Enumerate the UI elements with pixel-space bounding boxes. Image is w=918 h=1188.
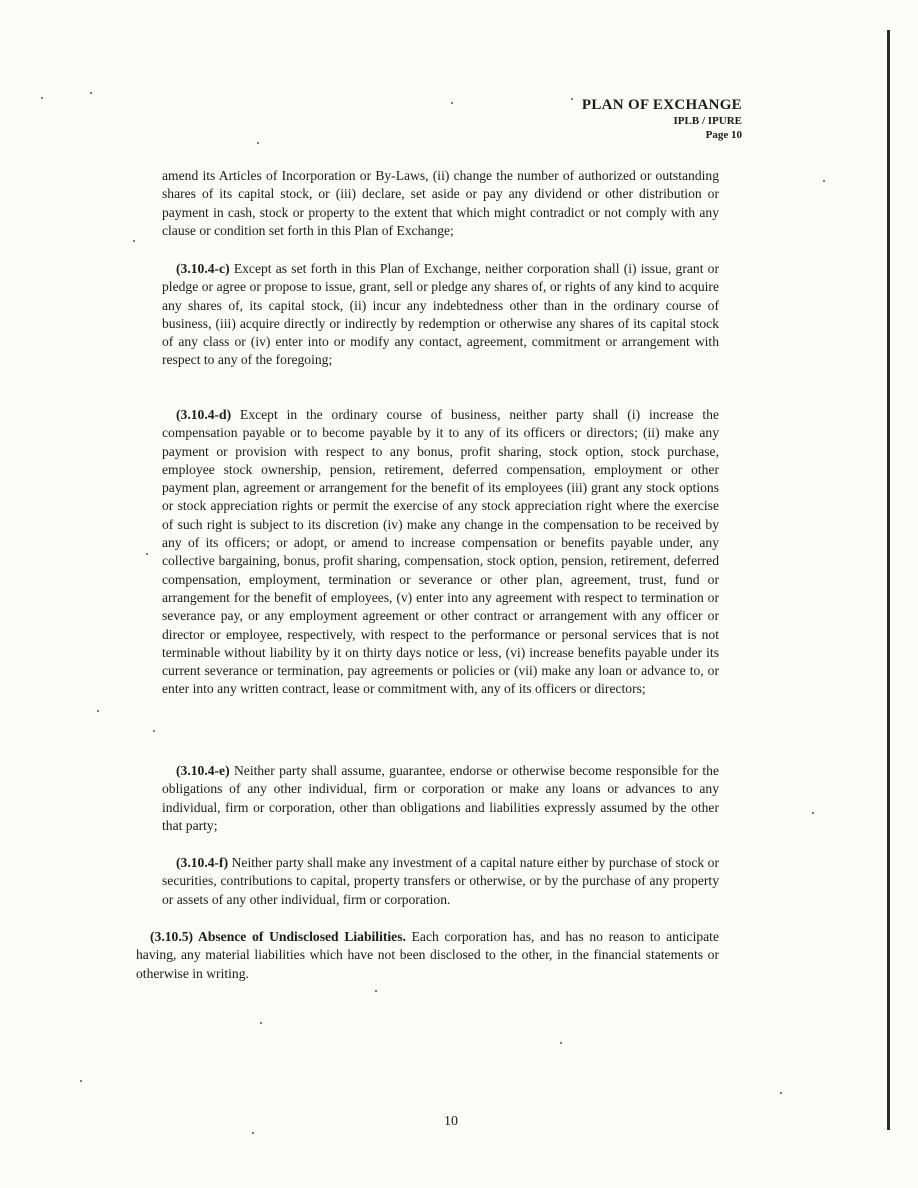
section-label: (3.10.5) Absence of Undisclosed Liabilities. (150, 929, 406, 944)
scan-speck (146, 553, 148, 555)
scan-speck (571, 98, 573, 100)
section-label: (3.10.4-e) (176, 763, 230, 778)
scan-speck (80, 1080, 82, 1082)
document-subtitle: IPLB / IPURE (673, 114, 742, 127)
paragraph-3-10-5 (136, 928, 719, 983)
paragraph-3-10-4-c (162, 260, 719, 370)
section-label: (3.10.4-f) (176, 855, 229, 870)
paragraph-text: amend its Articles of Incorporation or By-Laws, (ii) change the number of authorized or outstanding shares of its capital stock, or (iii) declare, set aside or pay any dividend or other distribution or payment in cash, stock or property to the extent that which might contradict or not comply with any clause or condition set forth in this Plan of Exchange; (162, 168, 719, 238)
scan-speck (260, 1022, 262, 1024)
scan-speck (97, 710, 99, 712)
scan-speck (823, 180, 825, 182)
paragraph-text: Except in the ordinary course of business, neither party shall (i) increase the compensation payable or to become payable by it to any of its officers or directors; (ii) make any payment or provision with respect to any bonus, profit sharing, stock option, stock purchase, employee stock ownership, pension, retirement, deferred compensation, employment or other payment plan, agreement or arrangement for the benefit of its employees (iii) grant any stock options or stock appreciation rights or permit the exercise of any stock appreciation right where the exercise of such right is subject to its discretion (iv) make any change in the compensation to be received by any of its officers; or adopt, or amend to increase compensation or benefits payable under, any collective bargaining, bonus, profit sharing, compensation, stock option, pension, retirement, deferred compensation, employment, termination or severance or other plan, agreement, trust, fund or arrangement for the benefit of employees, (v) enter into any agreement with respect to termination or severance pay, or any employment agreement or other contract or arrangement with any officer or director or employee, respectively, with respect to the performance or personal services that is not terminable without liability by it on thirty days notice or less, (vi) increase benefits payable under its current severance or termination, pay agreements or policies or (vii) make any loan or advance to, or enter into any written contract, lease or commitment with, any of its officers or directors; (162, 407, 719, 697)
scan-speck (812, 812, 814, 814)
paragraph-3-10-4-d (162, 406, 719, 699)
scan-speck (133, 240, 135, 242)
header-page-label: Page 10 (705, 128, 742, 141)
paragraph-continuation (162, 167, 719, 240)
paragraph-text: Except as set forth in this Plan of Exchange, neither corporation shall (i) issue, grant or pledge or agree or propose to issue, grant, sell or pledge any shares of, or rights of any kind to acquire any shares of, its capital stock, (ii) incur any indebtedness other than in the ordinary course of business, (iii) acquire directly or indirectly by redemption or otherwise any shares of its capital stock of any class or (iv) enter into or modify any contact, agreement, commitment or arrangement with respect to any of the foregoing; (162, 261, 719, 368)
page-header (582, 96, 742, 142)
scan-speck (560, 1042, 562, 1044)
paragraph-text: Each corporation has, and has no reason to anticipate having, any material liabilities which have not been disclosed to the other, in the financial statements or otherwise in writing. (136, 929, 719, 981)
section-label: (3.10.4-c) (176, 261, 230, 276)
scan-speck (153, 730, 155, 732)
footer-page-number: 10 (444, 1114, 458, 1129)
document-title: PLAN OF EXCHANGE (581, 97, 742, 113)
scan-speck (451, 102, 453, 104)
scan-speck (257, 142, 259, 144)
paragraph-3-10-4-f (162, 854, 719, 909)
scan-speck (375, 990, 377, 992)
scan-speck (90, 92, 92, 94)
scan-edge-line (887, 30, 890, 1130)
paragraph-3-10-4-e (162, 762, 719, 835)
scan-speck (252, 1132, 254, 1134)
scan-speck (780, 1092, 782, 1094)
scan-speck (41, 97, 43, 99)
paragraph-text: Neither party shall assume, guarantee, endorse or otherwise become responsible for the obligations of any other individual, firm or corporation or make any loans or advances to any individual, firm or corporation, other than obligations and liabilities expressly assumed by the other that party; (162, 763, 719, 833)
section-label: (3.10.4-d) (176, 407, 232, 422)
paragraph-text: Neither party shall make any investment of a capital nature either by purchase of stock or securities, contributions to capital, property transfers or otherwise, or by the purchase of any property or assets of any other individual, firm or corporation. (162, 855, 719, 907)
